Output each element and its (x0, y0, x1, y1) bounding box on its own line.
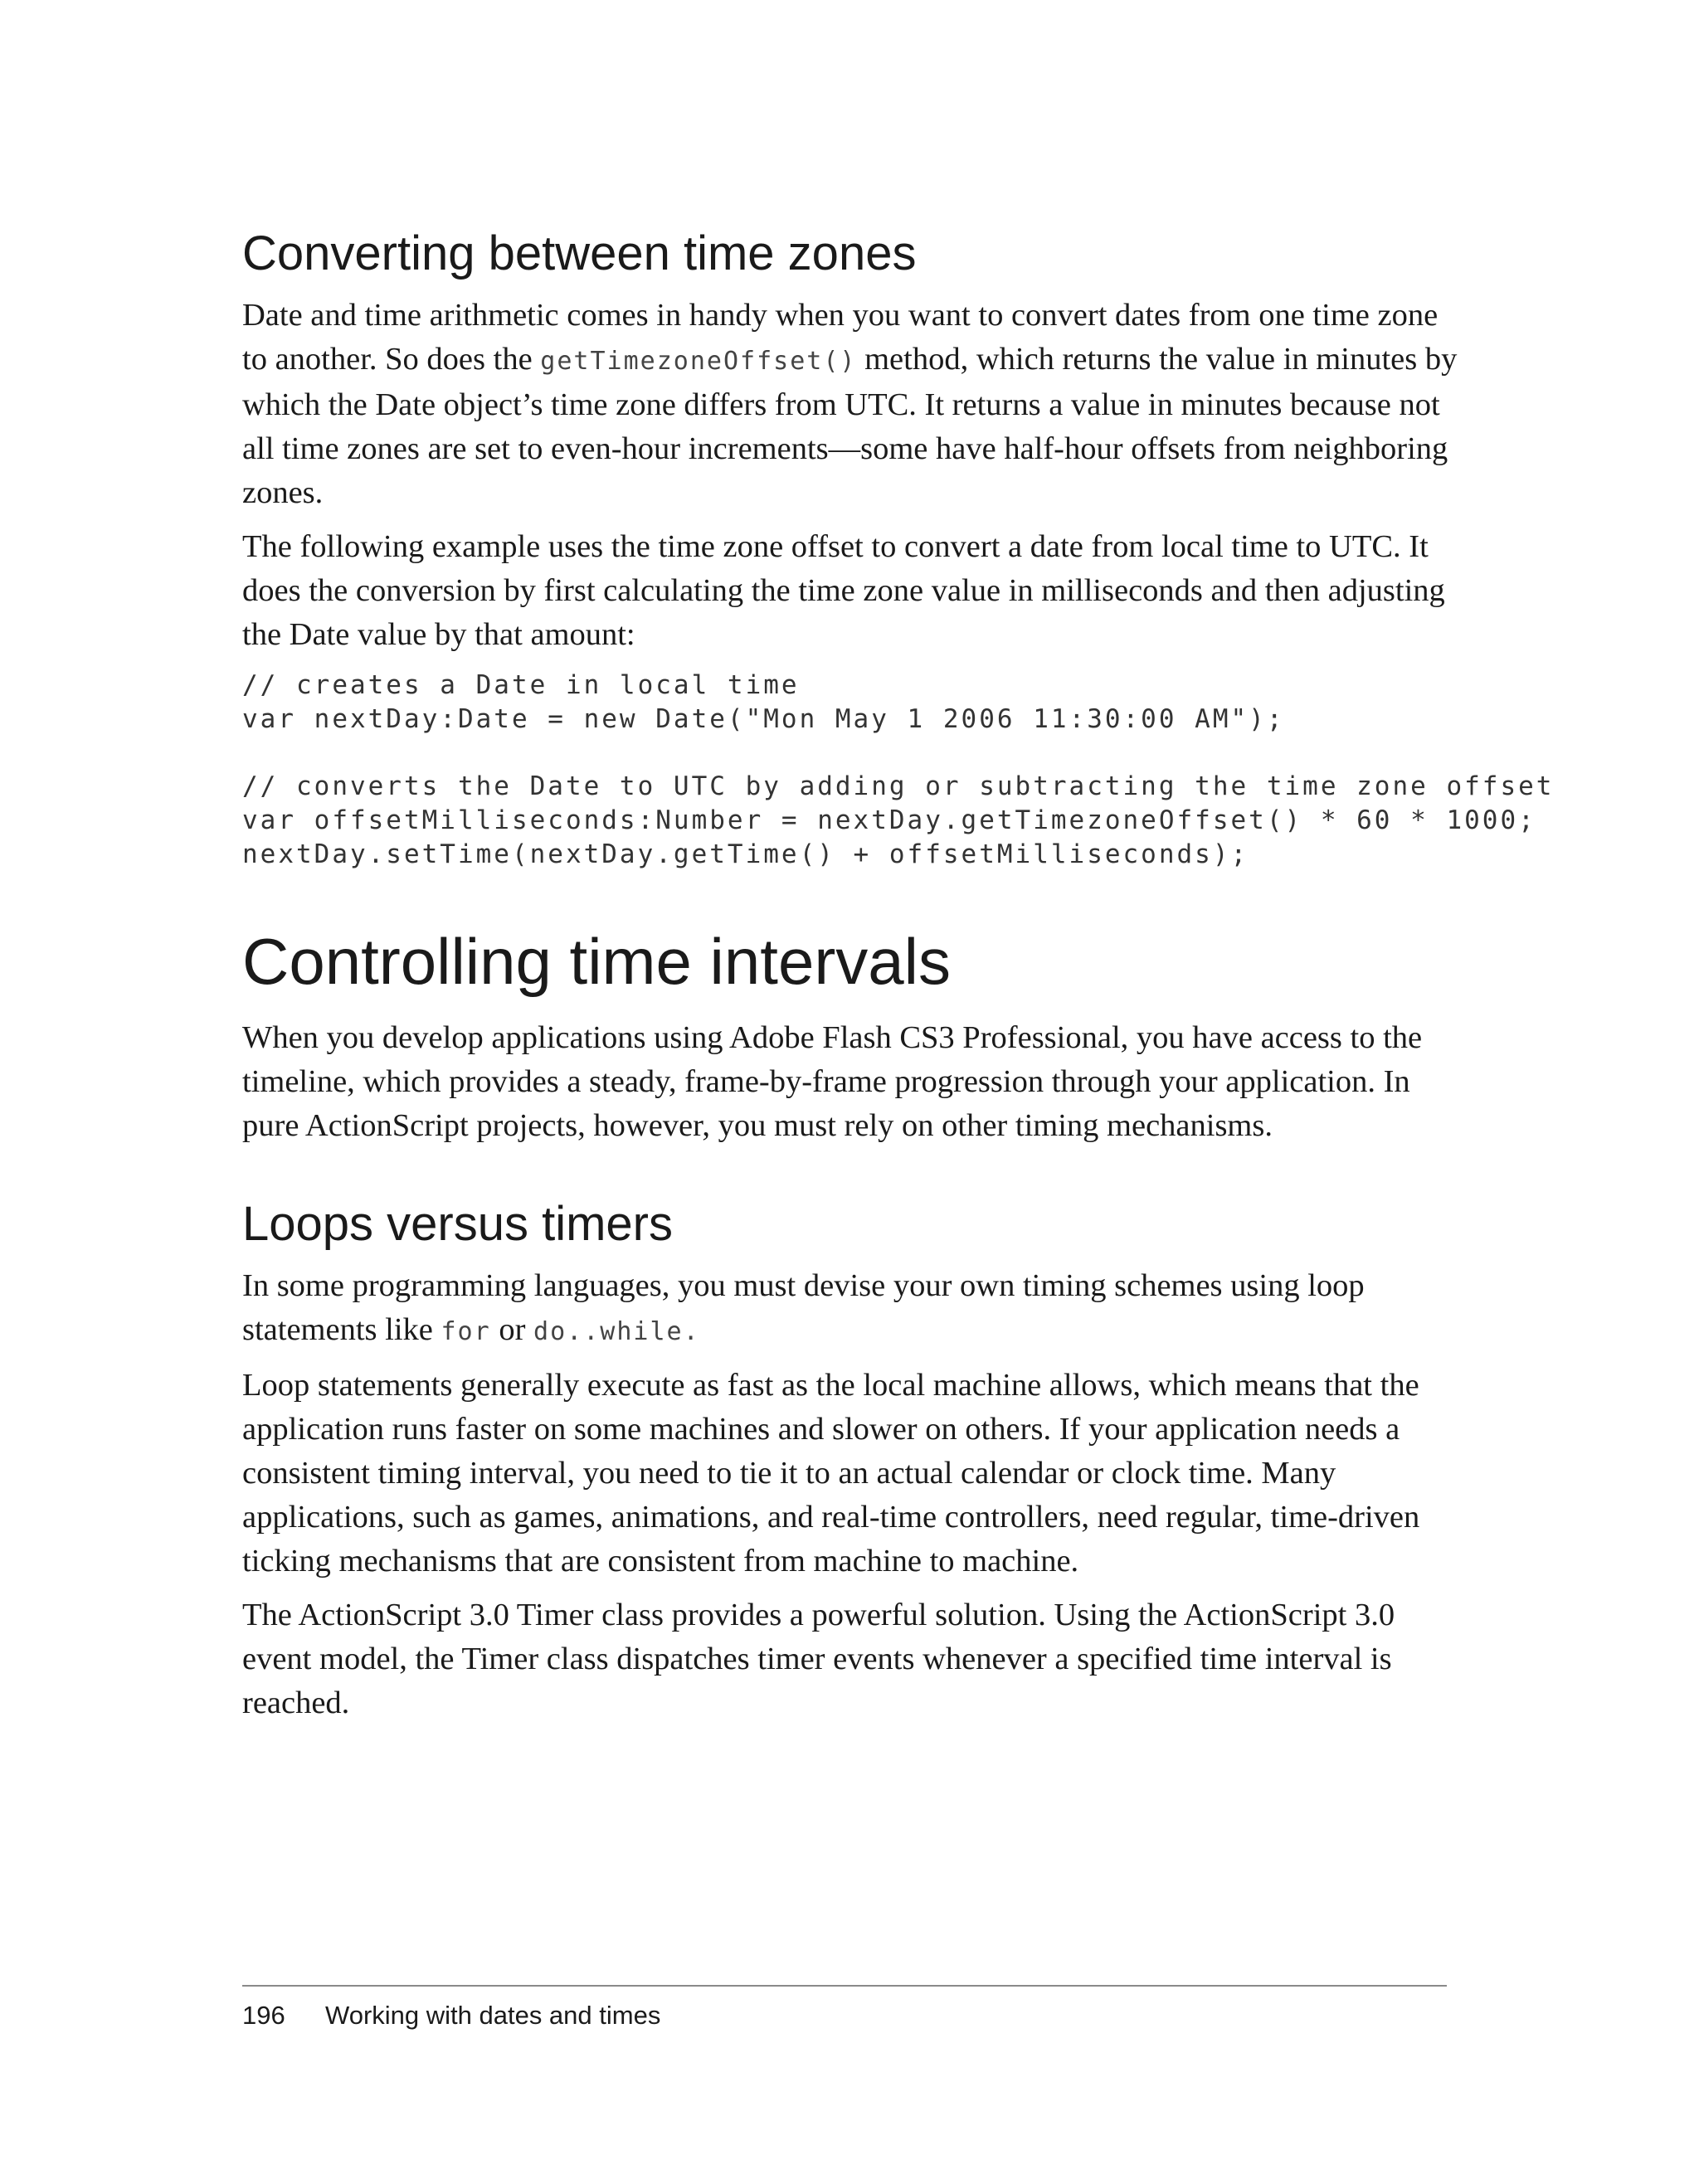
paragraph-text: method, which returns the value in minutes by which the Date object’s time zone differs from UTC. It returns a value in minutes because not all time zones are set to even-hour increments—some have half-hour offsets from neighboring zones. (242, 342, 1458, 510)
inline-code-for: for (441, 1317, 491, 1346)
page-footer (242, 1999, 660, 2032)
code-line: var offsetMilliseconds:Number = nextDay.getTimezoneOffset() * 60 * 1000; (242, 805, 1536, 835)
paragraph-text: In some programming languages, you must devise your own timing schemes using loop statements like (242, 1268, 1365, 1347)
section-heading-loops-versus-timers: Loops versus timers (242, 1197, 673, 1251)
inline-code-do-while: do..while. (533, 1317, 700, 1346)
code-line: // creates a Date in local time (242, 670, 800, 700)
paragraph-text: Date and time arithmetic comes in handy when you want to convert dates from one time zone to another. So does the (242, 298, 1439, 377)
paragraph-time-zone-intro (242, 294, 1462, 515)
paragraph-timer-class: The ActionScript 3.0 Timer class provides a powerful solution. Using the ActionScript 3.0 event model, the Timer class dispatches timer events whenever a specified time interval is reached. (242, 1598, 1395, 1720)
paragraph-timing-mechanisms: When you develop applications using Adobe Flash CS3 Professional, you have access to the timeline, which provides a steady, frame-by-frame progression through your application. In pure ActionScript projects, however, you must rely on other timing mechanisms. (242, 1020, 1423, 1143)
code-block-convert-utc (242, 770, 1555, 872)
paragraph-text: or (490, 1312, 534, 1347)
page-number: 196 (242, 2001, 285, 2030)
footer-chapter-title: Working with dates and times (325, 2001, 661, 2030)
code-line: var nextDay:Date = new Date("Mon May 1 2006 11:30:00 AM"); (242, 704, 1285, 734)
paragraph-loop-statements (242, 1264, 1462, 1354)
code-block-local-date (242, 669, 1462, 737)
paragraph-example-intro: The following example uses the time zone offset to convert a date from local time to UTC. It does the conversion by first calculating the time zone value in milliseconds and then adjusting the Date value by that amount: (242, 529, 1445, 652)
paragraph-loop-speed: Loop statements generally execute as fast as the local machine allows, which means that the application runs faster on some machines and slower on others. If your application needs a consistent timing interval, you need to tie it to an actual calendar or clock time. Many applications, such as games, animations, and real-time controllers, need regular, time-driven ticking mechanisms that are consistent from machine to machine. (242, 1368, 1420, 1578)
code-line: nextDay.setTime(nextDay.getTime() + offsetMilliseconds); (242, 839, 1249, 869)
section-heading-controlling-time-intervals: Controlling time intervals (242, 925, 952, 998)
page-content (242, 224, 1555, 1735)
code-gap (242, 737, 1462, 770)
footer-divider (242, 1985, 1447, 1987)
code-line: // converts the Date to UTC by adding or subtracting the time zone offset (242, 771, 1555, 801)
section-heading-converting-time-zones: Converting between time zones (242, 226, 917, 280)
inline-code-get-timezone-offset: getTimezoneOffset() (540, 347, 857, 376)
